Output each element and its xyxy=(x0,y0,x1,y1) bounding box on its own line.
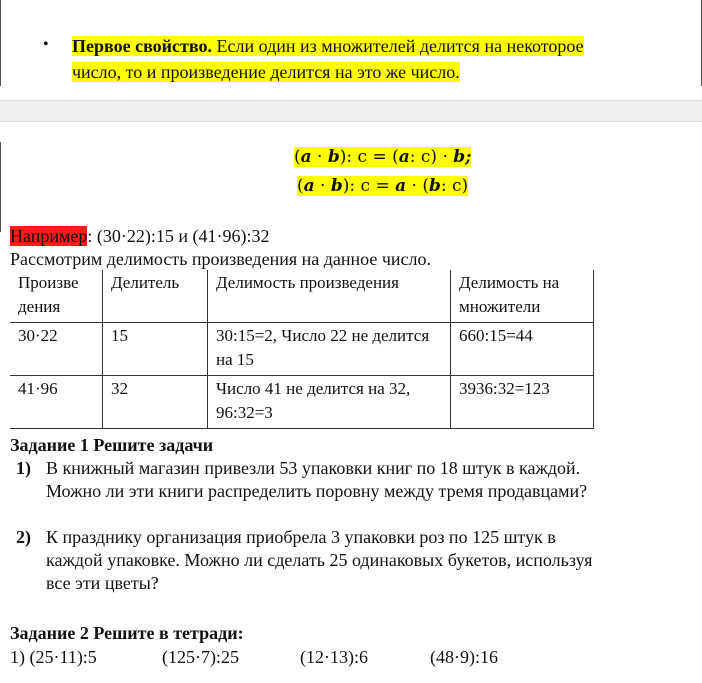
property-box xyxy=(0,0,702,86)
exercise-item: 1) (25·11):5 xyxy=(10,647,97,667)
formula-2: (a · b): с = a · (b: с) xyxy=(297,176,469,196)
table-cell: 3936:32=123 xyxy=(451,376,594,429)
table-cell: 15 xyxy=(103,323,208,376)
table-header-cell: Делимость произведения xyxy=(208,270,451,323)
task1-item2-number: 2) xyxy=(16,527,31,547)
formula-1: (a · b): с = (a: с) · b; xyxy=(294,147,472,167)
page-separator xyxy=(0,100,702,122)
task1-item2-line3: все эти цветы? xyxy=(46,573,159,593)
bullet-icon: • xyxy=(43,36,49,53)
exercise-item: (125·7):25 xyxy=(162,647,239,667)
property-text-1: Если один из множителей делится на некоторое xyxy=(216,36,584,56)
example-line xyxy=(10,225,270,247)
table-cell: 30:15=2, Число 22 не делится на 15 xyxy=(208,323,451,376)
divisibility-table xyxy=(10,270,594,429)
table-header-cell: Произве дения xyxy=(10,270,103,323)
task1-item2-line2: каждой упаковке. Можно ли сделать 25 одинаковых букетов, используя xyxy=(46,550,593,570)
property-title: Первое свойство. xyxy=(72,36,212,56)
table-row xyxy=(10,323,594,376)
table-header-cell: Делимость на множители xyxy=(451,270,594,323)
consider-line: Рассмотрим делимость произведения на данное число. xyxy=(10,249,432,269)
task1-item2-line1: К празднику организация приобрела 3 упаковки роз по 125 штук в xyxy=(46,527,556,547)
exercise-item: (48·9):16 xyxy=(430,647,498,667)
example-expression: : (30·22):15 и (41·96):32 xyxy=(87,226,270,246)
task1-item1-line2: Можно ли эти книги распределить поровну между тремя продавцами? xyxy=(46,481,588,501)
property-line-1 xyxy=(72,35,584,57)
table-cell: 41·96 xyxy=(10,376,103,429)
task2-exercises xyxy=(10,646,498,668)
table-header-row xyxy=(10,270,594,323)
task2-title: Задание 2 Решите в тетради: xyxy=(10,623,244,643)
task1-title: Задание 1 Решите задачи xyxy=(10,435,214,455)
table-cell: 660:15=44 xyxy=(451,323,594,376)
table-cell: 32 xyxy=(103,376,208,429)
property-line-2 xyxy=(72,61,460,83)
example-label: Например xyxy=(10,226,88,246)
task1-item1-number: 1) xyxy=(16,458,31,478)
exercise-item: (12·13):6 xyxy=(300,647,368,667)
table-header-cell: Делитель xyxy=(103,270,208,323)
task1-item1-line1: В книжный магазин привезли 53 упаковки книг по 18 штук в каждой. xyxy=(46,458,581,478)
property-text-2: число, то и произведение делится на это же число. xyxy=(72,62,460,82)
margin-rule xyxy=(0,142,1,232)
table-row xyxy=(10,376,594,429)
table-cell: Число 41 не делится на 32, 96:32=3 xyxy=(208,376,451,429)
table-cell: 30·22 xyxy=(10,323,103,376)
